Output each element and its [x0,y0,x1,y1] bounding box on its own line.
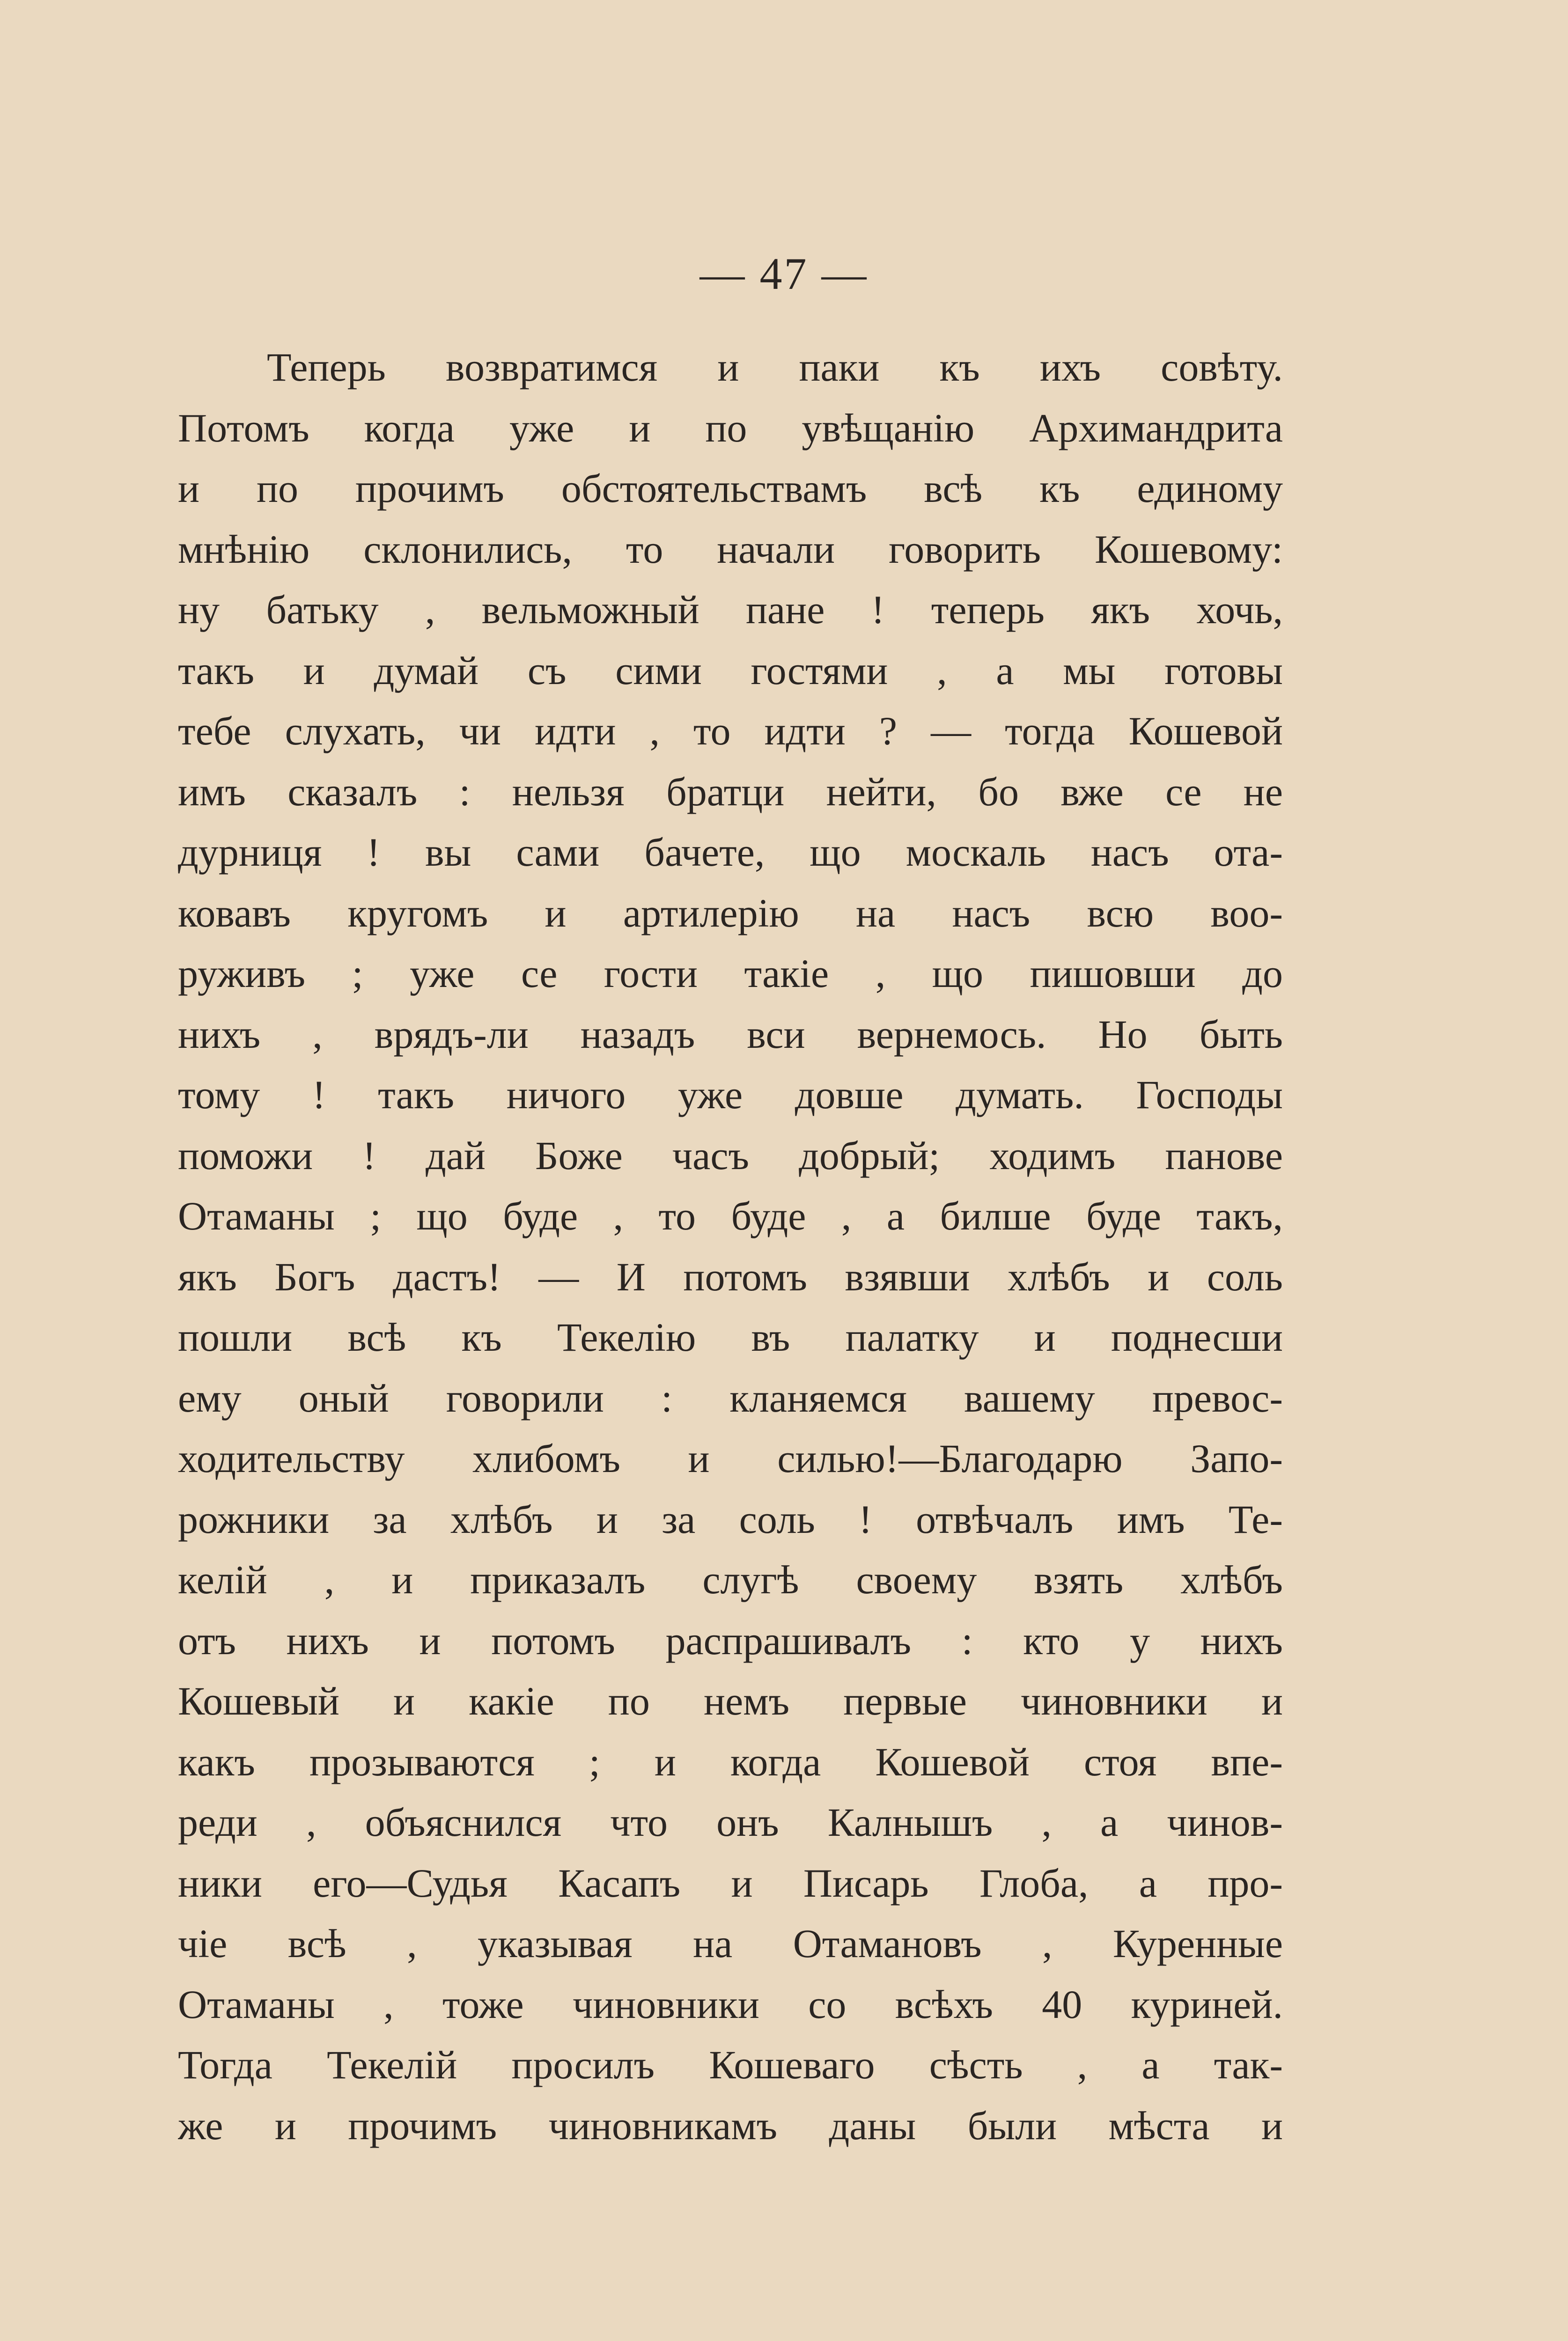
text-line: Отаманы , тоже чиновники со всѣхъ 40 куриней. [178,1981,1283,2027]
text-line: такъ и думай съ сими гостями , а мы готовы [178,648,1283,693]
text-line: ходительству хлибомъ и силью!—Благодарю Запо- [178,1436,1283,1481]
text-line: и по прочимъ обстоятельствамъ всѣ къ единому [178,466,1283,511]
text-line: тому ! такъ ничого уже довше думать. Господы [178,1072,1283,1117]
text-line: Потомъ когда уже и по увѣщанію Архимандрита [178,405,1283,450]
text-line: пошли всѣ къ Текелію въ палатку и поднесши [178,1315,1283,1360]
text-line: ему оный говорили : кланяемся вашему превос- [178,1375,1283,1421]
page-number: — 47 — [699,249,869,299]
text-line: же и прочимъ чиновникамъ даны были мѣста и [178,2103,1283,2148]
text-line: тебе слухать, чи идти , то идти ? — тогда Кошевой [178,708,1283,753]
text-line: реди , объяснился что онъ Калнышъ , а чинов- [178,1800,1283,1845]
text-line: мнѣнію склонились, то начали говорить Кошевому: [178,526,1283,572]
body-text [178,337,1283,2156]
text-line: чіе всѣ , указывая на Отамановъ , Куренные [178,1921,1283,1966]
text-line: ники его—Судья Касапъ и Писарь Глоба, а про- [178,1860,1283,1906]
text-line: Теперь возвратимся и паки къ ихъ совѣту. [267,345,1283,390]
text-line: Кошевый и какіе по немъ первые чиновники и [178,1678,1283,1723]
text-line: ковавъ кругомъ и артилерію на насъ всю воо- [178,890,1283,935]
text-line: нихъ , врядъ-ли назадъ вси вернемось. Но быть [178,1011,1283,1057]
text-line: рожники за хлѣбъ и за соль ! отвѣчалъ имъ Те- [178,1496,1283,1542]
text-line: дурниця ! вы сами бачете, що москаль насъ ота- [178,830,1283,875]
text-line: имъ сказалъ : нельзя братци нейти, бо вже се не [178,769,1283,814]
text-line: Отаманы ; що буде , то буде , а билше буде такъ, [178,1193,1283,1238]
text-line: Тогда Текелій просилъ Кошеваго сѣсть , а так- [178,2042,1283,2087]
text-line: поможи ! дай Боже часъ добрый; ходимъ панове [178,1133,1283,1178]
text-line: ну батьку , вельможный пане ! теперь якъ хочь, [178,587,1283,632]
text-line: якъ Богъ дастъ! — И потомъ взявши хлѣбъ и соль [178,1254,1283,1299]
text-line: отъ нихъ и потомъ распрашивалъ : кто у нихъ [178,1618,1283,1663]
text-line: какъ прозываются ; и когда Кошевой стоя впе- [178,1739,1283,1784]
text-line: келій , и приказалъ слугѣ своему взять хлѣбъ [178,1557,1283,1602]
text-line: руживъ ; уже се гости такіе , що пишовши до [178,951,1283,996]
